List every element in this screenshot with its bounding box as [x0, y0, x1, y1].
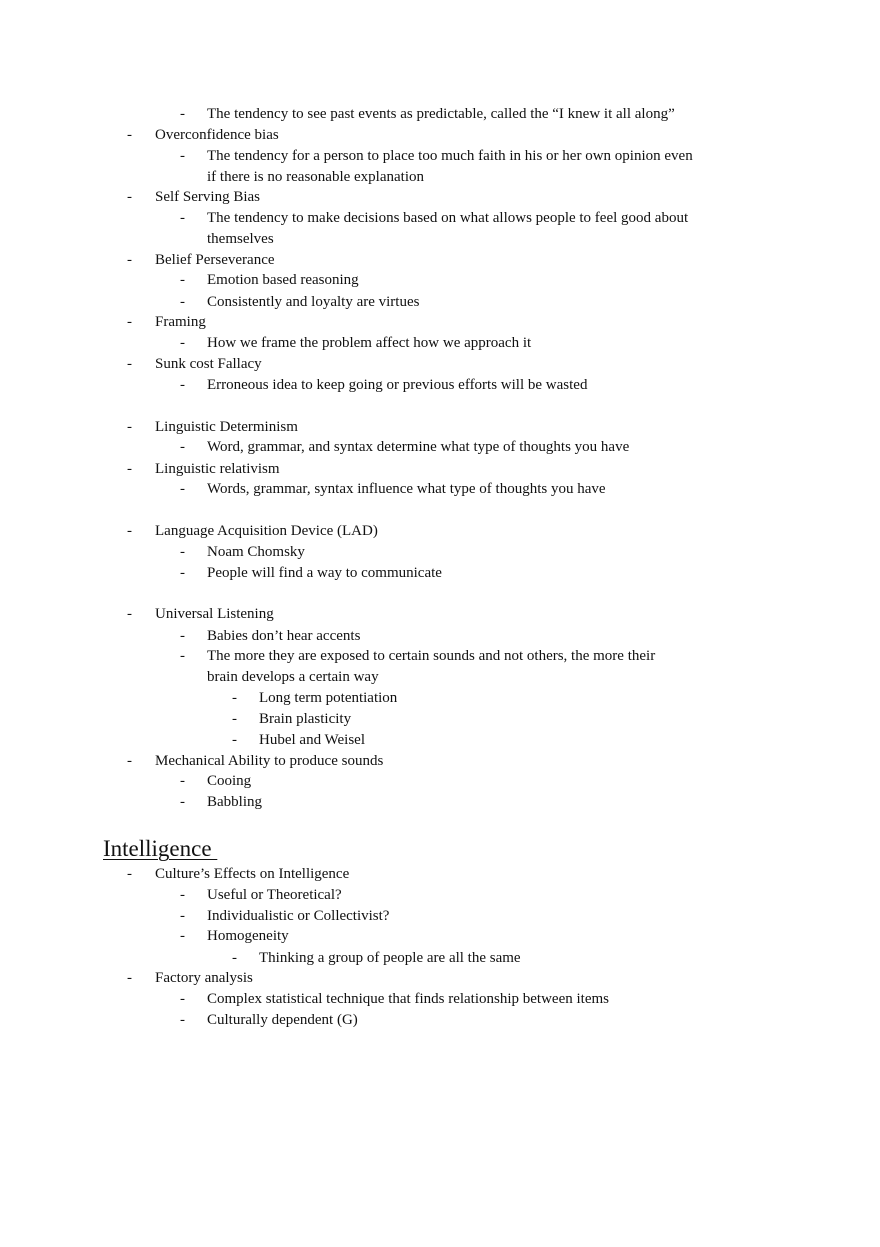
list-item-text: Overconfidence bias	[155, 127, 279, 143]
list-item	[0, 906, 880, 927]
list-item	[0, 187, 880, 208]
list-item-text: if there is no reasonable explanation	[207, 169, 425, 185]
bullet-dash: -	[180, 544, 185, 560]
bullet-dash: -	[180, 773, 185, 789]
section-heading: Intelligence	[103, 836, 218, 861]
list-item-text: Useful or Theoretical?	[207, 887, 342, 903]
list-item	[0, 626, 880, 647]
list-item-text: Culture’s Effects on Intelligence	[155, 866, 350, 882]
bullet-dash: -	[180, 1012, 185, 1028]
list-item	[0, 948, 880, 969]
bullet-dash: -	[180, 481, 185, 497]
list-item-text: Sunk cost Fallacy	[155, 356, 262, 372]
list-item	[0, 354, 880, 375]
list-item-text: Consistently and loyalty are virtues	[207, 294, 420, 310]
list-item-text: Language Acquisition Device (LAD)	[155, 523, 378, 539]
bullet-dash: -	[127, 753, 132, 769]
list-item	[0, 521, 880, 542]
list-item-text: Complex statistical technique that finds relationship between items	[207, 991, 609, 1007]
bullet-dash: -	[180, 148, 185, 164]
list-item-continuation	[0, 229, 880, 250]
list-item	[0, 885, 880, 906]
list-item-text: Homogeneity	[207, 928, 289, 944]
bullet-dash: -	[127, 314, 132, 330]
list-item	[0, 417, 880, 438]
list-item-text: Mechanical Ability to produce sounds	[155, 753, 384, 769]
list-item-text: Factory analysis	[155, 970, 253, 986]
list-item-text: Babies don’t hear accents	[207, 628, 361, 644]
bullet-dash: -	[180, 377, 185, 393]
list-item-text: Long term potentiation	[259, 690, 398, 706]
list-item	[0, 459, 880, 480]
list-item-text: Words, grammar, syntax influence what type of thoughts you have	[207, 481, 606, 497]
list-item	[0, 751, 880, 772]
list-item	[0, 646, 880, 667]
bullet-dash: -	[180, 294, 185, 310]
list-item-text: Belief Perseverance	[155, 252, 275, 268]
list-item	[0, 250, 880, 271]
list-item-text: Cooing	[207, 773, 252, 789]
list-item	[0, 146, 880, 167]
bullet-dash: -	[180, 794, 185, 810]
list-item-text: Noam Chomsky	[207, 544, 305, 560]
list-item-text: themselves	[207, 231, 274, 247]
list-item	[0, 1010, 880, 1031]
bullet-dash: -	[180, 928, 185, 944]
list-item	[0, 730, 880, 751]
bullet-dash: -	[180, 908, 185, 924]
bullet-dash: -	[180, 106, 185, 122]
list-item-text: The tendency to make decisions based on what allows people to feel good about	[207, 210, 689, 226]
bullet-dash: -	[180, 335, 185, 351]
list-item	[0, 375, 880, 396]
list-item-text: How we frame the problem affect how we approach it	[207, 335, 532, 351]
list-item-text: Hubel and Weisel	[259, 732, 365, 748]
list-item-text: Individualistic or Collectivist?	[207, 908, 390, 924]
list-item-text: Word, grammar, and syntax determine what type of thoughts you have	[207, 439, 630, 455]
list-item	[0, 125, 880, 146]
bullet-dash: -	[127, 419, 132, 435]
bullet-dash: -	[180, 210, 185, 226]
list-item-text: Linguistic Determinism	[155, 419, 298, 435]
list-item	[0, 968, 880, 989]
list-item	[0, 864, 880, 885]
bullet-dash: -	[127, 461, 132, 477]
list-item	[0, 688, 880, 709]
bullet-dash: -	[127, 356, 132, 372]
list-item	[0, 709, 880, 730]
list-item	[0, 437, 880, 458]
list-item	[0, 104, 880, 125]
list-item-text: Culturally dependent (G)	[207, 1012, 358, 1028]
list-item	[0, 792, 880, 813]
list-item	[0, 604, 880, 625]
list-item	[0, 926, 880, 947]
bullet-dash: -	[232, 950, 237, 966]
list-item-text: Self Serving Bias	[155, 189, 260, 205]
bullet-dash: -	[127, 866, 132, 882]
bullet-dash: -	[180, 439, 185, 455]
list-item-text: Linguistic relativism	[155, 461, 280, 477]
bullet-dash: -	[232, 711, 237, 727]
list-item	[0, 208, 880, 229]
list-item-text: Universal Listening	[155, 606, 274, 622]
list-item-text: Erroneous idea to keep going or previous efforts will be wasted	[207, 377, 588, 393]
bullet-dash: -	[232, 732, 237, 748]
list-item	[0, 312, 880, 333]
list-item-text: Framing	[155, 314, 206, 330]
list-item-text: People will find a way to communicate	[207, 565, 442, 581]
list-item-continuation	[0, 667, 880, 688]
bullet-dash: -	[180, 887, 185, 903]
list-item-text: The tendency to see past events as predictable, called the “I knew it all along”	[207, 106, 675, 122]
bullet-dash: -	[180, 565, 185, 581]
list-item	[0, 771, 880, 792]
list-item	[0, 563, 880, 584]
list-item	[0, 333, 880, 354]
bullet-dash: -	[127, 606, 132, 622]
bullet-dash: -	[232, 690, 237, 706]
list-item-text: Babbling	[207, 794, 262, 810]
list-item-text: The tendency for a person to place too much faith in his or her own opinion even	[207, 148, 693, 164]
bullet-dash: -	[127, 252, 132, 268]
list-item	[0, 270, 880, 291]
bullet-dash: -	[127, 523, 132, 539]
bullet-dash: -	[180, 628, 185, 644]
list-item	[0, 542, 880, 563]
list-item-text: brain develops a certain way	[207, 669, 379, 685]
bullet-dash: -	[127, 127, 132, 143]
list-item	[0, 292, 880, 313]
list-item	[0, 479, 880, 500]
list-item-continuation	[0, 167, 880, 188]
bullet-dash: -	[180, 272, 185, 288]
bullet-dash: -	[180, 991, 185, 1007]
bullet-dash: -	[127, 189, 132, 205]
list-item	[0, 989, 880, 1010]
bullet-dash: -	[180, 648, 185, 664]
list-item-text: Brain plasticity	[259, 711, 352, 727]
list-item-text: Thinking a group of people are all the same	[259, 950, 521, 966]
bullet-dash: -	[127, 970, 132, 986]
list-item-text: The more they are exposed to certain sounds and not others, the more their	[207, 648, 656, 664]
list-item-text: Emotion based reasoning	[207, 272, 359, 288]
